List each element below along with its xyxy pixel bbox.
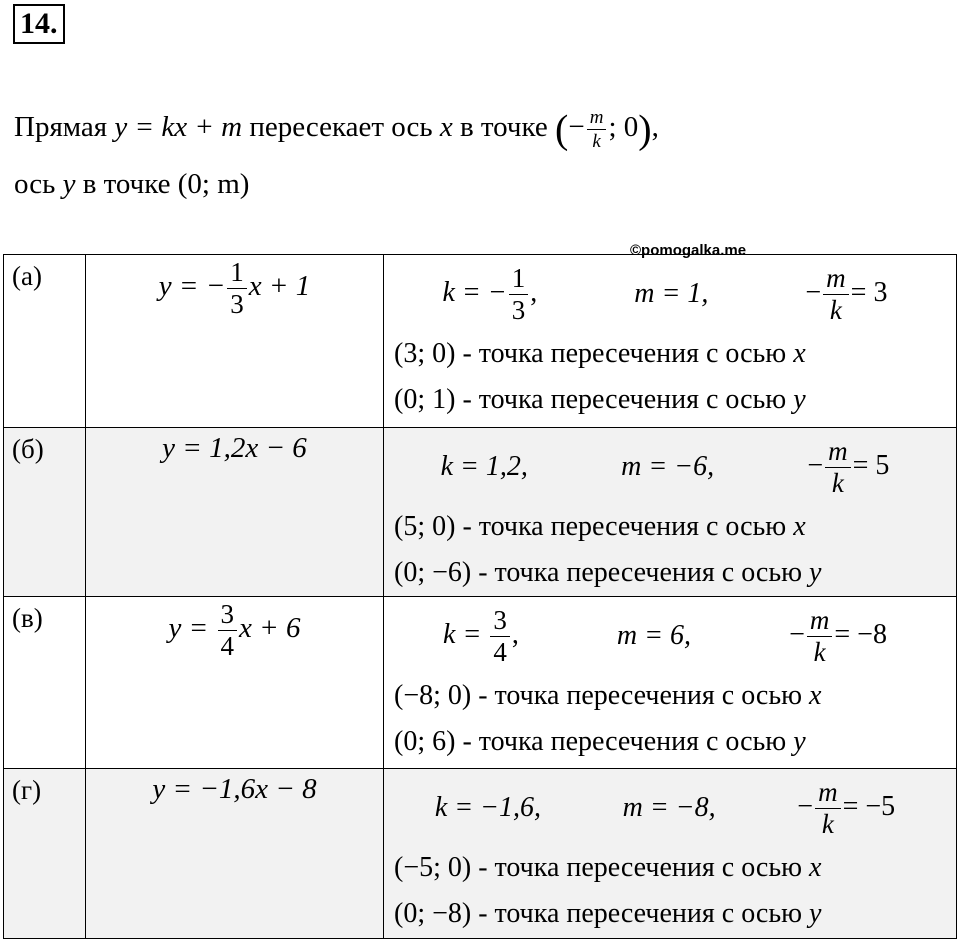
- equation-cell: [86, 597, 384, 769]
- watermark: ©pomogalka.me: [630, 242, 747, 259]
- fraction-denominator: 4: [220, 631, 234, 661]
- intro-text: Прямая: [14, 111, 115, 144]
- paren-close: ): [638, 106, 652, 152]
- intro-var-y: y: [62, 168, 76, 200]
- solution-table: [3, 254, 957, 939]
- params-line: [394, 257, 956, 331]
- eq-full: y = −1,6x − 8: [152, 773, 317, 805]
- params-line: [394, 599, 956, 673]
- intersection-x: (−5; 0) - точка пересечения с осью x: [394, 852, 822, 883]
- intro-point: (0; m): [177, 168, 250, 200]
- solution-cell: [384, 255, 957, 428]
- equation-cell: [86, 769, 384, 939]
- solution-cell: [384, 597, 957, 769]
- intersection-y: (0; 6) - точка пересечения с осью y: [394, 726, 806, 757]
- k-fraction: $\frac{3}{4}$: [490, 607, 510, 666]
- m-value: m = 1,: [634, 278, 709, 309]
- equation-cell: [86, 255, 384, 428]
- fraction-numerator: 3: [218, 601, 238, 631]
- ratio-fraction: $\frac{m}{k}$: [807, 607, 833, 666]
- row-label: (в): [4, 597, 86, 769]
- intersection-y: (0; 1) - точка пересечения с осью y: [394, 384, 806, 415]
- solution-cell: [384, 769, 957, 939]
- point-tail: ; 0: [608, 111, 639, 144]
- ratio-value: − $\frac{m}{k}$ = 5: [807, 435, 890, 498]
- intro-text: в точке: [75, 168, 178, 200]
- table-row: [4, 428, 957, 597]
- m-value: m = −6,: [621, 451, 715, 482]
- k-fraction: $\frac{1}{3}$: [509, 265, 529, 324]
- k-value: k = − $\frac{1}{3}$ ,: [442, 262, 538, 325]
- eq-fraction: [227, 259, 247, 318]
- intro-fraction: [587, 108, 607, 151]
- ratio-fraction: $\frac{m}{k}$: [815, 779, 841, 838]
- point-minus: −: [568, 111, 585, 144]
- table-row: [4, 255, 957, 428]
- intersection-x: (−8; 0) - точка пересечения с осью x: [394, 680, 822, 711]
- problem-number: 14.: [13, 4, 65, 44]
- solution-cell: [384, 428, 957, 597]
- fraction-denominator: 3: [230, 289, 244, 319]
- intro-text: ось: [14, 168, 63, 200]
- params-line: [394, 771, 956, 845]
- intro-end: ,: [651, 111, 659, 144]
- ratio-value: − $\frac{m}{k}$ = −5: [797, 776, 896, 839]
- k-value: k = $\frac{3}{4}$ ,: [443, 604, 519, 667]
- intro-line-1: [14, 108, 659, 151]
- intersection-x: (3; 0) - точка пересечения с осью x: [394, 338, 806, 369]
- eq-pre: y =: [168, 612, 216, 645]
- fraction-denominator: k: [592, 131, 601, 152]
- eq-fraction: [218, 601, 238, 660]
- row-label: (б): [4, 428, 86, 597]
- intro-equation: y = kx + m: [114, 111, 243, 144]
- intro-var-x: x: [439, 111, 453, 144]
- intersection-x: (5; 0) - точка пересечения с осью x: [394, 511, 806, 542]
- ratio-fraction: $\frac{m}{k}$: [823, 265, 849, 324]
- row-label: (г): [4, 769, 86, 939]
- fraction-numerator: 1: [227, 259, 247, 289]
- eq-post: x + 1: [248, 270, 311, 303]
- ratio-fraction: $\frac{m}{k}$: [825, 438, 851, 497]
- equation-cell: [86, 428, 384, 597]
- intro-line-2: [14, 168, 249, 201]
- intersection-y: (0; −6) - точка пересечения с осью y: [394, 557, 822, 588]
- row-label: (а): [4, 255, 86, 428]
- intersection-y: (0; −8) - точка пересечения с осью y: [394, 898, 822, 929]
- k-value: k = −1,6,: [434, 792, 542, 823]
- eq-post: x + 6: [239, 612, 301, 645]
- ratio-value: − $\frac{m}{k}$ = −8: [789, 604, 887, 667]
- k-value: k = 1,2,: [440, 451, 528, 482]
- intro-text: в точке: [452, 111, 556, 144]
- params-line: [394, 430, 956, 504]
- m-value: m = −8,: [622, 792, 716, 823]
- eq-full: y = 1,2x − 6: [162, 432, 307, 464]
- eq-pre: y = −: [158, 270, 226, 303]
- table-row: [4, 769, 957, 939]
- ratio-value: − $\frac{m}{k}$ = 3: [805, 262, 888, 325]
- intro-text: пересекает ось: [242, 111, 440, 144]
- paren-open: (: [555, 106, 569, 152]
- fraction-numerator: m: [587, 108, 607, 130]
- m-value: m = 6,: [616, 620, 692, 651]
- table-row: [4, 597, 957, 769]
